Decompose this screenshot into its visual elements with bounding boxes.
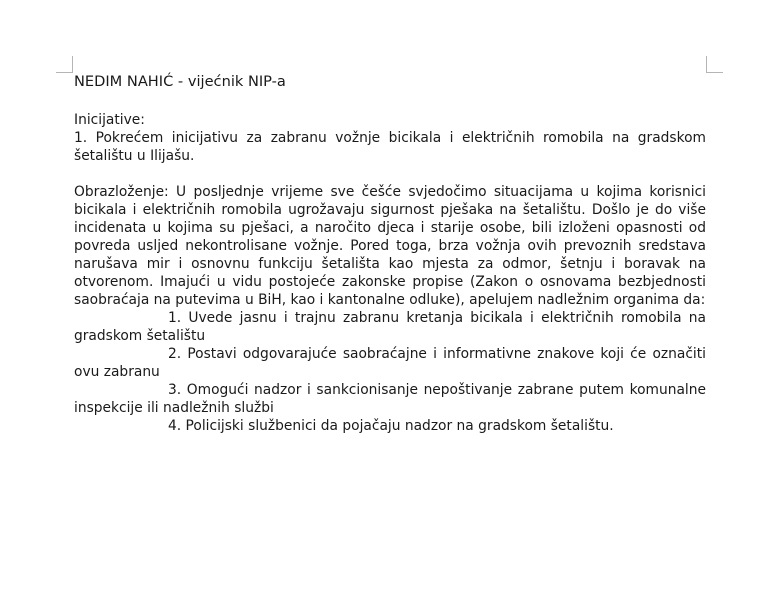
request-item-4: 4. Policijski službenici da pojačaju nadzor na gradskom šetalištu. [168,418,614,434]
author-heading: NEDIM NAHIĆ - vijećnik NIP-a [74,73,286,90]
request-item-1: 1. Uvede jasnu i trajnu zabranu kretanja bicikala i električnih romobila na gradskom šetalištu [74,310,706,344]
initiatives-label: Inicijative: [74,112,145,128]
request-item-2: 2. Postavi odgovarajuće saobraćajne i informativne znakove koji će označiti ovu zabranu [74,346,706,380]
blank-line [74,165,706,183]
top-right-margin-marker [706,56,723,73]
requests-list [74,309,706,435]
document-body [74,73,706,435]
blank-line [74,91,706,111]
top-left-margin-marker [56,56,73,73]
rationale-paragraph: Obrazloženje: U posljednje vrijeme sve češće svjedočimo situacijama u kojima korisnici bicikala i električnih romobila ugrožavaju sigurnost pješaka na šetalištu. Došlo je do više incidenata u kojima su pješaci, a naročito djeca i starije osobe, bili izloženi opasnosti od povreda usljed nekontrolisane vožnje. Pored toga, brza vožnja ovih prevoznih sredstava narušava mir i osnovnu funkciju šetališta kao mjesta za odmor, šetnju i boravak na otvorenom. Imajući u vidu postojeće zakonske propise (Zakon o osnovama bezbjednosti saobraćaja na putevima u BiH, kao i kantonalne odluke), apelujem nadležnim organima da: [74,184,706,308]
initiative-item-1: 1. Pokrećem inicijativu za zabranu vožnje bicikala i električnih romobila na gradskom šetalištu u Ilijašu. [74,130,706,164]
request-item-3: 3. Omogući nadzor i sankcionisanje nepoštivanje zabrane putem komunalne inspekcije ili nadležnih službi [74,382,706,416]
